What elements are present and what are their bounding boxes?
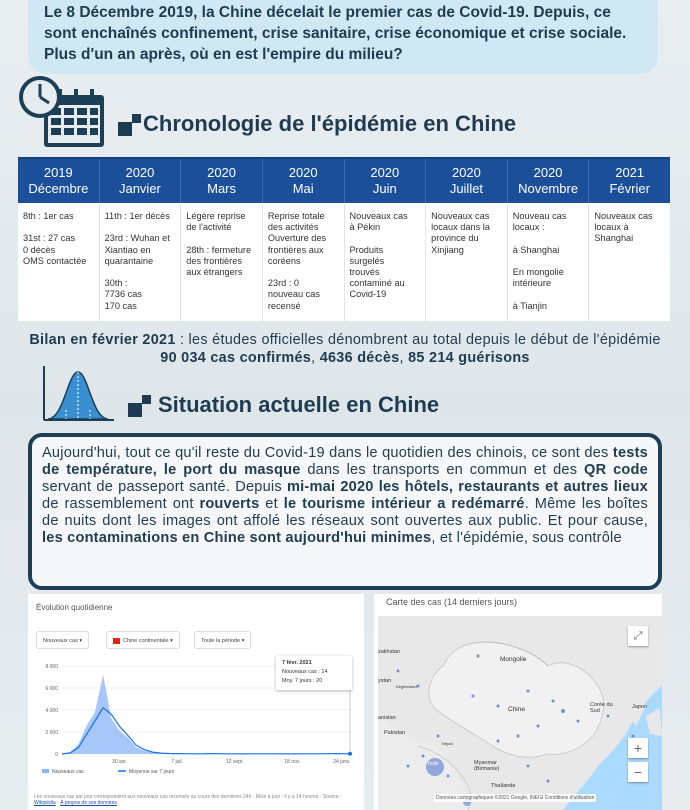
map-attribution: Données cartographiques ©2021 Google, INEGI Conditions d'utilisation	[436, 795, 595, 801]
map-label: Thaïlande	[491, 783, 516, 789]
map-label: Chine	[508, 706, 525, 713]
timeline-cell: Nouveaux cas locaux dans la province du Xinjiang	[426, 203, 508, 323]
about-data-link[interactable]: À propos de ces données	[60, 800, 117, 806]
wikipedia-link[interactable]: Wikipédia	[34, 800, 56, 806]
map-label: Mongolie	[500, 656, 527, 663]
timeline-cell: Nouveaux cas à Pékin Produits surgelés trouvés contaminé au Covid-19	[345, 203, 427, 323]
x-tick-label: 18 nov.	[284, 759, 301, 765]
timeline-header-cell: 2019 Décembre	[18, 159, 100, 203]
case-map-card	[374, 594, 662, 810]
intro-banner	[28, 0, 658, 74]
x-tick-label: 12 sept.	[225, 759, 244, 765]
minus-icon: −	[633, 764, 643, 780]
situation-title: Situation actuelle en Chine	[158, 392, 440, 417]
chronology-title: Chronologie de l'épidémie en Chine	[143, 111, 517, 136]
map-label: ystan	[378, 678, 392, 684]
timeline-header-cell: 2021 Février	[609, 165, 650, 196]
timeline-header-cell: 2020 Juillet	[426, 159, 508, 203]
timeline-header-cell: 2020 Juin	[345, 159, 427, 203]
y-tick-label: 2 000	[45, 730, 58, 736]
map-label: zakhstan	[378, 649, 401, 655]
timeline-cell: Reprise totale des activités Ouverture des frontières aux coréens 23rd : 0 nouveau cas recensé	[263, 203, 345, 323]
timeline-body-row	[18, 203, 670, 323]
fullscreen-button[interactable]	[628, 626, 648, 646]
y-tick-label: 6 000	[45, 686, 58, 692]
timeline-header-row	[18, 157, 670, 203]
map-label: Népal	[442, 741, 453, 746]
timeline-table	[18, 157, 670, 321]
china-flag-icon	[113, 638, 120, 644]
legend-label: Moyenne sur 7 jours	[129, 769, 175, 775]
timeline-header-cell: 2020 Mars	[181, 159, 263, 203]
cases-filter-dropdown[interactable]: Nouveaux cas ▾	[36, 631, 89, 649]
map-label: Inde	[428, 761, 439, 767]
timeline-header-cell: 2020 Novembre	[508, 159, 590, 203]
map-title: Carte des cas (14 derniers jours)	[386, 597, 518, 607]
zoom-in-button[interactable]	[628, 738, 648, 758]
timeline-header-cell: 2020 Mai	[263, 159, 345, 203]
bilan-summary: Bilan en février 2021 : les études officielles dénombrent au total depuis le début de l'épidémie 90 034 cas confirmés, 4636 décès, 85 214 guérisons	[29, 332, 661, 366]
intro-text: Le 8 Décembre 2019, la Chine décelait le premier cas de Covid-19. Depuis, ce sont enchaînés confinement, crise sanitaire, crise économique et crise sociale. Plus d'un an après, où en est l'empire du milieu?	[44, 4, 627, 63]
map-label: anistan	[378, 715, 396, 721]
chart-tooltip: 7 févr. 2021 Nouveaux cas : 14 Moy. 7 jours : 20	[276, 656, 352, 690]
zoom-out-button[interactable]	[628, 762, 648, 782]
x-tick-label: 24 janv.	[333, 759, 351, 765]
chart-footer: Les nouveaux cas par jour correspondent aux nouveaux cas recensés au cours des dernières 24h · Mise à jour : il y a 14 heures · Source : Wikipédia · À propos de ces données	[34, 794, 342, 806]
squares-icon	[128, 395, 152, 419]
timeline-cell: 11th : 1er décès 23rd : Wuhan et Xiantiao en quarantaine 30th : 7736 cas 170 cas	[100, 203, 182, 323]
daily-evolution-chart-card	[28, 594, 364, 810]
bell-curve-icon	[42, 366, 114, 422]
y-tick-label: 8 000	[45, 664, 58, 670]
calendar-clock-icon	[18, 75, 106, 153]
region-filter-dropdown[interactable]: Chine continentale ▾	[106, 631, 180, 649]
timeline-cell: Légère reprise de l'activité 28th : fermeture des frontières aux étrangers	[181, 203, 263, 323]
squares-icon	[118, 114, 142, 138]
map-label: Japon	[632, 704, 647, 710]
legend-label: Nouveaux cas	[52, 769, 84, 775]
timeline-header-cell: 2020 Janvier	[100, 159, 182, 203]
y-tick-label: 0	[55, 752, 58, 758]
timeline-cell: Nouveaux cas locaux à Shanghai	[594, 211, 653, 244]
legend-swatch-cases	[42, 769, 49, 773]
x-tick-label: 30 avr.	[112, 759, 128, 765]
fullscreen-icon: ⤢	[633, 630, 643, 642]
timeline-cell: Nouveau cas locaux : à Shanghai En mongolie intérieure à Tianjin	[508, 203, 590, 323]
map-label: Pakistan	[384, 730, 406, 736]
case-map[interactable]	[378, 616, 662, 810]
map-label: Kirghizistan	[396, 684, 417, 689]
hover-point	[348, 752, 352, 756]
situation-box: Aujourd'hui, tout ce qu'il reste du Covid-19 dans le quotidien des chinois, ce sont des tests de température, le port du masque dans les transports en commun et des QR code servant de passeport santé. Depuis mi-mai 2020 les hôtels, restaurants et autres lieux de rassemblement ont rouverts et le tourisme intérieur a redémarré. Même les boîtes de nuits dont les images ont affolé les réseaux sont ouvertes aux public. Et pour cause, les contaminations en Chine sont aujourd'hui minimes, et l'épidémie, sous contrôle	[28, 433, 662, 590]
plus-icon: +	[633, 740, 643, 756]
map-label: Corée du Sud	[590, 702, 613, 714]
x-tick-label: 7 juil.	[171, 759, 184, 765]
y-tick-label: 4 000	[45, 708, 58, 714]
chart-title: Évolution quotidienne	[36, 603, 113, 612]
period-filter-dropdown[interactable]: Toute la période ▾	[194, 631, 251, 649]
timeline-cell: 8th : 1er cas 31st : 27 cas 0 décès OMS contactée	[18, 203, 100, 323]
map-label: Myanmar (Birmanie)	[474, 760, 500, 772]
